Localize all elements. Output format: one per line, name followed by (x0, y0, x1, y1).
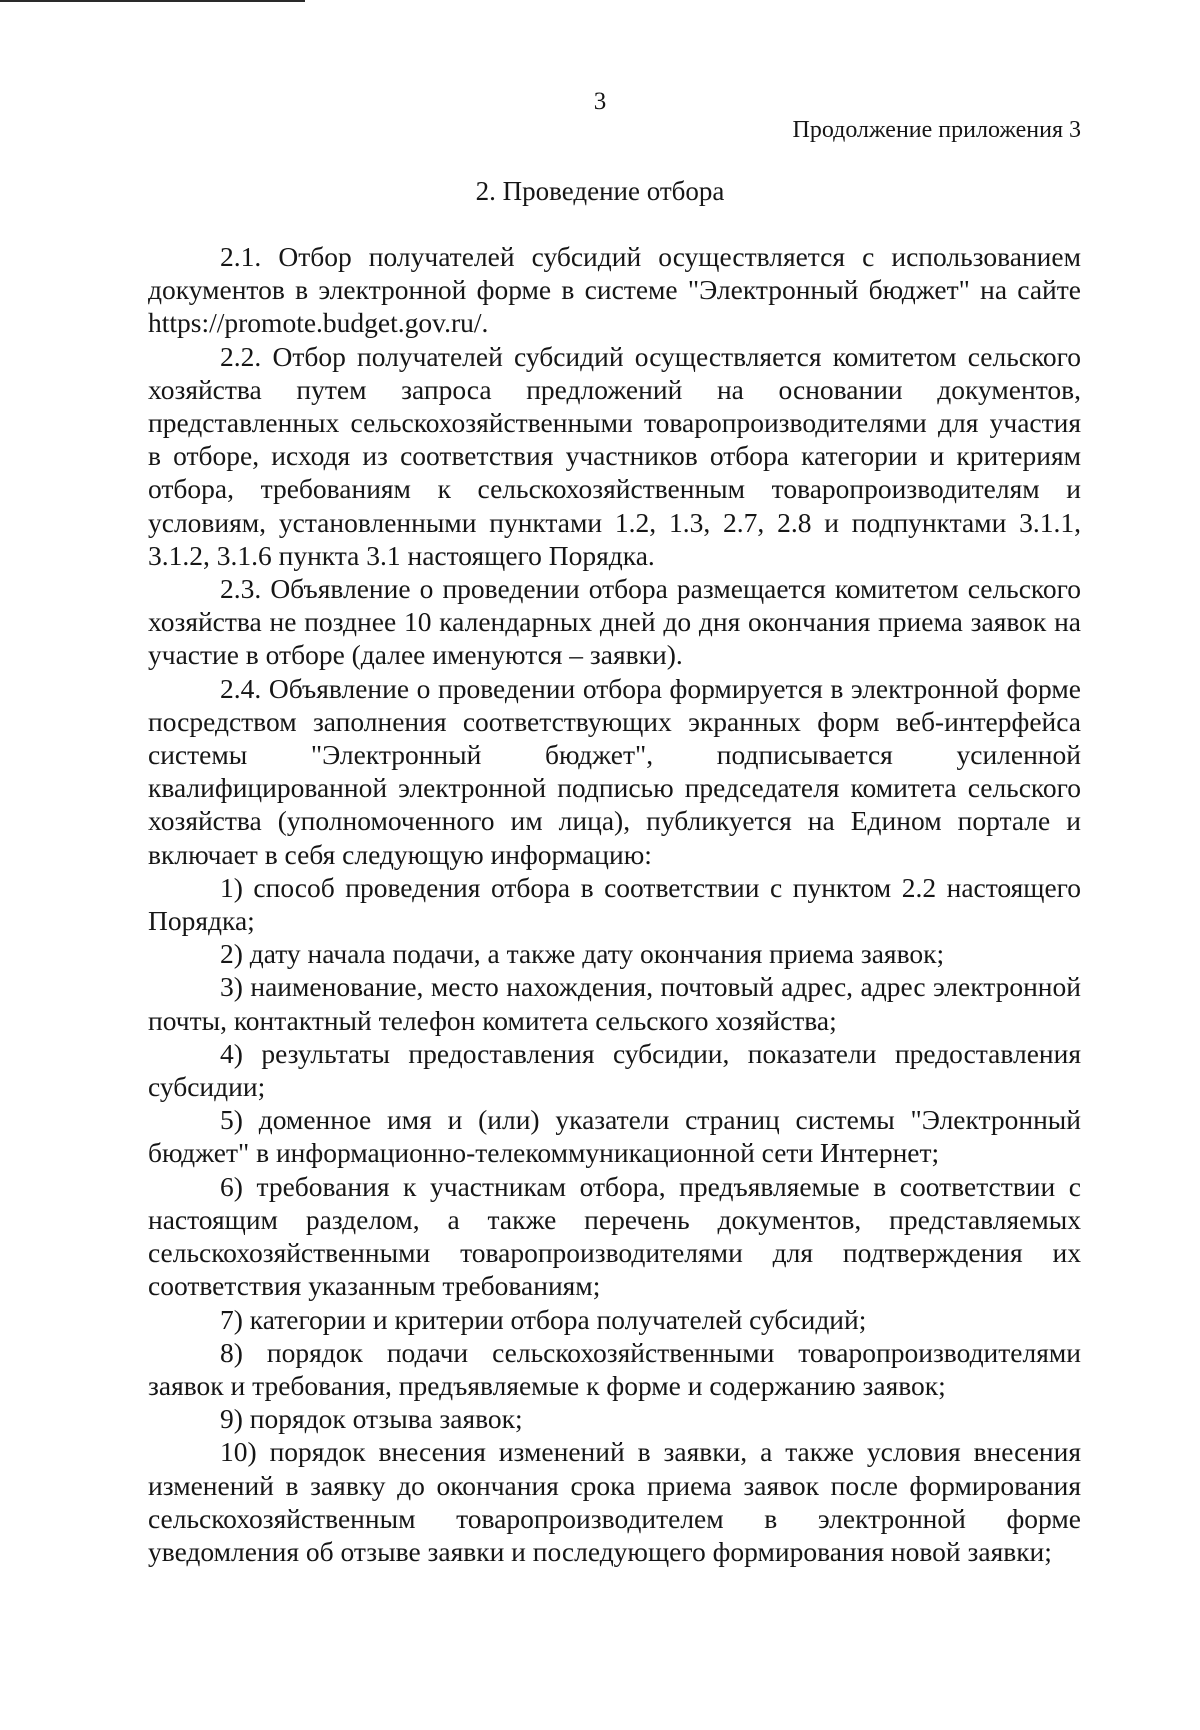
paragraph-2-1: 2.1. Отбор получателей субсидий осуществляется с использованием документов в электронной форме в системе "Электронный бюджет" на сайте https://promote.budget.gov.ru/. (148, 241, 1081, 339)
list-item-3: 3) наименование, место нахождения, почтовый адрес, адрес электронной почты, контактный телефон комитета сельского хозяйства; (148, 971, 1081, 1036)
list-item-5: 5) доменное имя и (или) указатели страниц системы "Электронный бюджет" в информационно-телекоммуникационной сети Интернет; (148, 1104, 1081, 1169)
list-item-7: 7) категории и критерии отбора получателей субсидий; (220, 1303, 867, 1335)
section-title: 2. Проведение отбора (475, 176, 725, 206)
paragraph-2-2: 2.2. Отбор получателей субсидий осуществляется комитетом сельского хозяйства путем запроса предложений на основании документов, представленных сельскохозяйственными товаропроизводителями для участия в отборе, исходя из соответствия участников отбора категории и критериям отбора, требованиям к сельскохозяйственным товаропроизводителям и условиям, установленными пунктами 1.2, 1.3, 2.7, 2.8 и подпунктами 3.1.1, 3.1.2, 3.1.6 пункта 3.1 настоящего Порядка. (148, 340, 1081, 571)
list-item-8: 8) порядок подачи сельскохозяйственными товаропроизводителями заявок и требования, предъявляемые к форме и содержанию заявок; (148, 1336, 1081, 1401)
paragraph-2-4: 2.4. Объявление о проведении отбора формируется в электронной форме посредством заполнения соответствующих экранных форм веб-интерфейса системы "Электронный бюджет", подписывается усиленной квалифицированной электронной подписью председателя комитета сельского хозяйства (уполномоченного им лица), публикуется на Едином портале и включает в себя следующую информацию: (148, 672, 1081, 870)
list-item-6: 6) требования к участникам отбора, предъявляемые в соответствии с настоящим разделом, а также перечень документов, представляемых сельскохозяйственными товаропроизводителями для подтверждения их соответствия указанным требованиям; (148, 1170, 1081, 1302)
appendix-continuation-note: Продолжение приложения 3 (792, 117, 1081, 143)
list-item-9: 9) порядок отзыва заявок; (220, 1403, 523, 1435)
list-item-4: 4) результаты предоставления субсидии, показатели предоставления субсидии; (148, 1037, 1081, 1103)
list-item-10: 10) порядок внесения изменений в заявки, а также условия внесения изменений в заявку до окончания срока приема заявок после формирования сельскохозяйственным товаропроизводителем в электронной форме уведомления об отзыве заявки и последующего формирования новой заявки; (148, 1436, 1081, 1567)
page-number: 3 (593, 88, 607, 115)
list-item-1: 1) способ проведения отбора в соответствии с пунктом 2.2 настоящего Порядка; (148, 871, 1081, 937)
paragraph-2-3: 2.3. Объявление о проведении отбора размещается комитетом сельского хозяйства не позднее 10 календарных дней до дня окончания приема заявок на участие в отборе (далее именуются – заявки). (148, 573, 1081, 671)
document-body (148, 240, 1081, 1568)
scan-edge-line (0, 0, 305, 2)
list-item-2: 2) дату начала подачи, а также дату окончания приема заявок; (220, 938, 945, 970)
